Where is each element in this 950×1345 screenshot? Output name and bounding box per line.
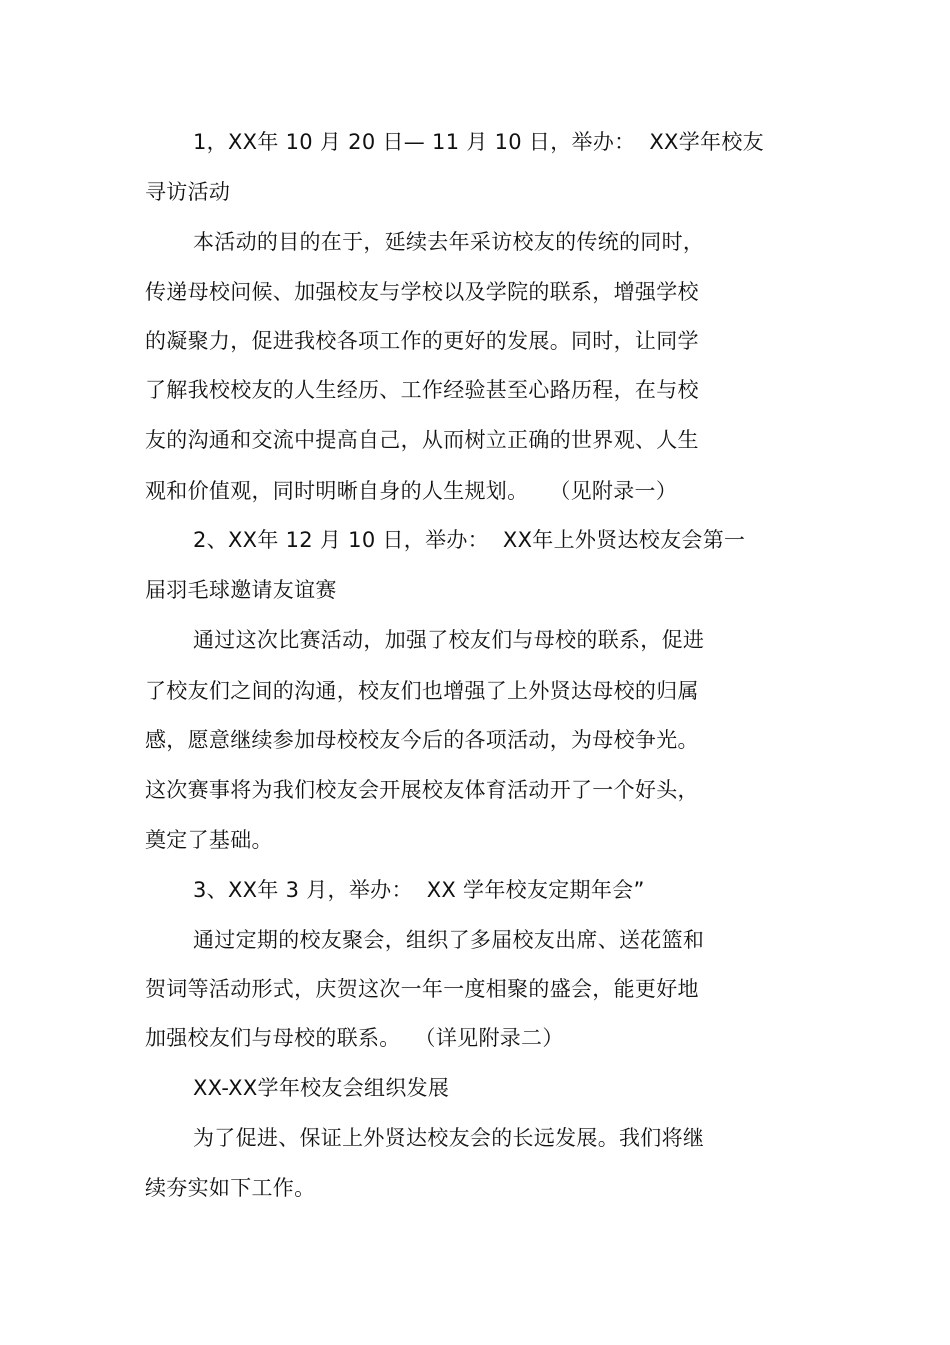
paragraph-3-body-line-2: 贺词等活动形式，庆贺这次一年一度相聚的盛会，能更好地: [145, 977, 699, 1001]
paragraph-3-title: 3、XX年 3 月，举办： XX 学年校友定期年会”: [193, 878, 645, 902]
paragraph-1-body-line-5: 友的沟通和交流中提高自己，从而树立正确的世界观、人生: [145, 428, 699, 452]
paragraph-1-title-line-1: 1，XX年 10 月 20 日— 11 月 10 日，举办： XX学年校友: [193, 130, 764, 154]
paragraph-1-body-line-2: 传递母校问候、加强校友与学校以及学院的联系，增强学校: [145, 280, 699, 304]
paragraph-1-body-line-4: 了解我校校友的人生经历、工作经验甚至心路历程，在与校: [145, 378, 699, 402]
paragraph-1-body-line-3: 的凝聚力，促进我校各项工作的更好的发展。同时，让同学: [145, 329, 699, 353]
paragraph-2-title-line-2: 届羽毛球邀请友谊赛: [145, 578, 337, 602]
paragraph-2-body-line-3: 感，愿意继续参加母校校友今后的各项活动，为母校争光。: [145, 728, 699, 752]
section-heading: XX-XX学年校友会组织发展: [193, 1076, 450, 1100]
paragraph-2-body-line-5: 奠定了基础。: [145, 828, 273, 852]
paragraph-1-body-line-1: 本活动的目的在于，延续去年采访校友的传统的同时，: [193, 230, 705, 254]
paragraph-1-body-line-6: 观和价值观，同时明晰自身的人生规划。 （见附录一）: [145, 479, 678, 503]
paragraph-3-body-line-1: 通过定期的校友聚会，组织了多届校友出席、送花篮和: [193, 928, 705, 952]
paragraph-4-body-line-1: 为了促进、保证上外贤达校友会的长远发展。我们将继: [193, 1126, 705, 1150]
paragraph-2-title-line-1: 2、XX年 12 月 10 日，举办： XX年上外贤达校友会第一: [193, 528, 746, 552]
paragraph-2-body-line-2: 了校友们之间的沟通，校友们也增强了上外贤达母校的归属: [145, 679, 699, 703]
paragraph-2-body-line-4: 这次赛事将为我们校友会开展校友体育活动开了一个好头，: [145, 778, 699, 802]
paragraph-3-body-line-3: 加强校友们与母校的联系。 （详见附录二）: [145, 1026, 564, 1050]
paragraph-1-title-line-2: 寻访活动: [145, 180, 231, 204]
paragraph-4-body-line-2: 续夯实如下工作。: [145, 1176, 316, 1200]
paragraph-2-body-line-1: 通过这次比赛活动，加强了校友们与母校的联系，促进: [193, 628, 705, 652]
